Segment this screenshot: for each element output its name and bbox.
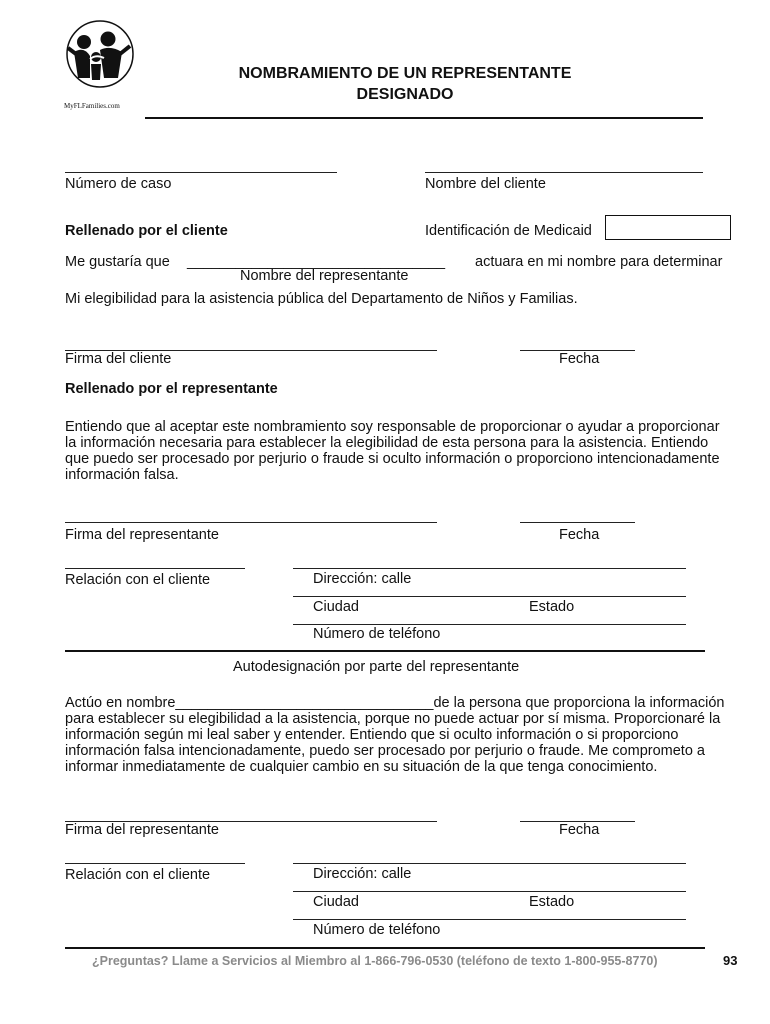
rep-signature-label: Firma del representante <box>65 527 219 543</box>
title-line-2: DESIGNADO <box>356 86 454 103</box>
page-title <box>190 63 620 105</box>
client-section-heading: Rellenado por el cliente <box>65 223 228 239</box>
rep-signature-line[interactable] <box>65 522 437 523</box>
client-name-line[interactable] <box>425 172 703 173</box>
rep-state-label: Estado <box>529 599 575 615</box>
self-phone-line[interactable] <box>293 919 686 920</box>
client-signature-label: Firma del cliente <box>65 351 172 367</box>
rep-address-line[interactable] <box>293 568 686 569</box>
rep-city-line[interactable] <box>293 596 686 597</box>
logo-website: MyFLFamilies.com <box>64 102 120 110</box>
section-divider <box>65 650 705 652</box>
self-paragraph: Actúo en nombre________________________________de la persona que proporciona la información para establecer su elegibilidad a la asistencia, porque no puede actuar por sí misma. Proporcionaré la información según mi leal saber y entender. Entiendo que si oculto información o si proporciono información falsa intencionadamente, puedo ser procesado por perjurio o fraude. Me comprometo a informar inmediatamente de cualquier cambio en su situación de la que tenga conocimiento. <box>65 695 725 775</box>
representative-name-blank[interactable]: ________________________________ <box>187 254 446 270</box>
title-divider <box>145 117 703 119</box>
eligibility-text: Mi elegibilidad para la asistencia pública del Departamento de Niños y Familias. <box>65 291 578 307</box>
self-signature-label: Firma del representante <box>65 822 219 838</box>
footer-divider <box>65 947 705 949</box>
self-date-label: Fecha <box>559 822 600 838</box>
rep-paragraph: Entiendo que al aceptar este nombramiento soy responsable de proporcionar o ayudar a proporcionar la información necesaria para establecer la elegibilidad de esta persona para la asistencia. Entiendo que puedo ser procesado por perjurio o fraude si oculto información o proporciono intencionadamente información falsa. <box>65 419 720 483</box>
representative-name-caption: Nombre del representante <box>240 268 409 284</box>
rep-section-heading: Rellenado por el representante <box>65 381 278 397</box>
case-number-label: Número de caso <box>65 176 172 192</box>
request-start: Me gustaría que <box>65 254 170 270</box>
rep-date-label: Fecha <box>559 527 600 543</box>
self-address-line[interactable] <box>293 863 686 864</box>
rep-address-label: Dirección: calle <box>313 571 412 587</box>
self-relationship-label: Relación con el cliente <box>65 867 211 883</box>
rep-relationship-line[interactable] <box>65 568 245 569</box>
rep-relationship-label: Relación con el cliente <box>65 572 211 588</box>
self-relationship-line[interactable] <box>65 863 245 864</box>
self-phone-label: Número de teléfono <box>313 922 441 938</box>
self-city-line[interactable] <box>293 891 686 892</box>
rep-date-line[interactable] <box>520 522 635 523</box>
case-number-line[interactable] <box>65 172 337 173</box>
rep-city-label: Ciudad <box>313 599 359 615</box>
client-date-label: Fecha <box>559 351 600 367</box>
self-state-label: Estado <box>529 894 575 910</box>
self-address-label: Dirección: calle <box>313 866 412 882</box>
page-number: 93 <box>723 953 738 968</box>
rep-phone-label: Número de teléfono <box>313 626 441 642</box>
agency-logo <box>60 12 140 112</box>
self-section-heading: Autodesignación por parte del representante <box>233 659 520 675</box>
footer-help-text: ¿Preguntas? Llame a Servicios al Miembro al 1-866-796-0530 (teléfono de texto 1-800-955-8770) <box>92 954 658 968</box>
medicaid-id-input[interactable] <box>605 215 731 240</box>
rep-phone-line[interactable] <box>293 624 686 625</box>
request-end: actuara en mi nombre para determinar <box>475 254 723 270</box>
family-seal-icon <box>60 12 140 112</box>
title-line-1: NOMBRAMIENTO DE UN REPRESENTANTE <box>238 65 572 82</box>
medicaid-id-label: Identificación de Medicaid <box>425 223 592 239</box>
client-name-label: Nombre del cliente <box>425 176 546 192</box>
self-city-label: Ciudad <box>313 894 359 910</box>
